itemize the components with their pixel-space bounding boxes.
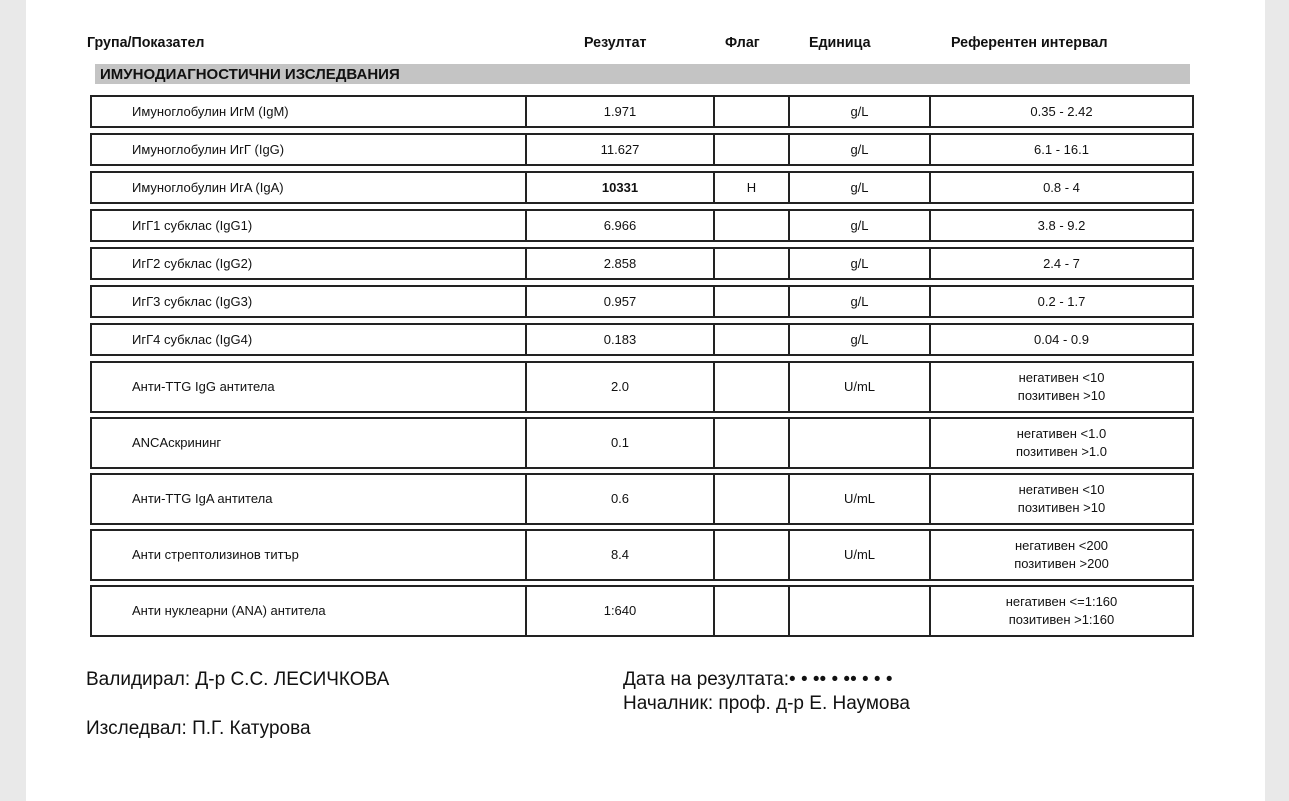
test-unit: U/mL xyxy=(788,531,929,579)
examined-by: Изследвал: П.Г. Катурова xyxy=(86,718,311,739)
test-name: ИгГ3 субклас (IgG3) xyxy=(132,293,253,309)
test-unit: g/L xyxy=(788,287,929,316)
reference-line: 0.2 - 1.7 xyxy=(1037,293,1086,309)
test-result: 8.4 xyxy=(525,531,713,579)
test-flag xyxy=(713,363,788,411)
test-name: ANCAскрининг xyxy=(132,435,222,450)
test-flag xyxy=(713,419,788,467)
test-name: Анти стрептолизинов титър xyxy=(132,547,299,562)
test-name: Имуноглобулин ИгГ (IgG) xyxy=(132,141,285,157)
test-name: Имуноглобулин ИгA (IgA) xyxy=(132,179,284,195)
test-unit: U/mL xyxy=(788,363,929,411)
reference-line: позитивен >1:160 xyxy=(1008,612,1115,627)
reference-interval xyxy=(929,287,1192,316)
reference-interval xyxy=(929,135,1192,164)
test-result: 10331 xyxy=(525,173,713,202)
test-result: 11.627 xyxy=(525,135,713,164)
table-row xyxy=(90,95,1194,128)
test-result: 0.1 xyxy=(525,419,713,467)
table-row xyxy=(90,323,1194,356)
reference-line: негативен <10 xyxy=(1018,370,1105,385)
test-unit: g/L xyxy=(788,249,929,278)
head-of-lab: Началник: проф. д-р Е. Наумова xyxy=(623,693,910,714)
reference-line: негативен <10 xyxy=(1018,482,1105,497)
test-unit xyxy=(788,587,929,635)
result-date: Дата на резултата:• • •• • •• • • • xyxy=(623,669,893,690)
table-row xyxy=(90,133,1194,166)
test-unit: g/L xyxy=(788,97,929,126)
section-title: ИМУНОДИАГНОСТИЧНИ ИЗСЛЕДВАНИЯ xyxy=(95,64,1190,84)
results-table xyxy=(90,95,1194,641)
test-unit: U/mL xyxy=(788,475,929,523)
test-result: 6.966 xyxy=(525,211,713,240)
test-unit: g/L xyxy=(788,211,929,240)
test-result: 0.6 xyxy=(525,475,713,523)
reference-line: негативен <=1:160 xyxy=(1005,594,1118,609)
table-row xyxy=(90,529,1194,581)
test-name: ИгГ4 субклас (IgG4) xyxy=(132,331,253,347)
header-unit: Единица xyxy=(809,34,871,51)
reference-line: 3.8 - 9.2 xyxy=(1037,217,1086,233)
reference-interval xyxy=(929,587,1192,635)
test-flag xyxy=(713,249,788,278)
table-row xyxy=(90,171,1194,204)
reference-interval xyxy=(929,475,1192,523)
table-row xyxy=(90,285,1194,318)
reference-line: 0.35 - 2.42 xyxy=(1030,103,1093,119)
test-name: Анти-TTG IgG антитела xyxy=(132,379,275,394)
reference-interval xyxy=(929,419,1192,467)
reference-line: негативен <1.0 xyxy=(1016,426,1107,441)
reference-interval xyxy=(929,97,1192,126)
reference-interval xyxy=(929,363,1192,411)
test-flag xyxy=(713,211,788,240)
test-unit: g/L xyxy=(788,135,929,164)
reference-line: позитивен >1.0 xyxy=(1015,444,1107,459)
test-name: ИгГ1 субклас (IgG1) xyxy=(132,217,253,233)
test-name: ИгГ2 субклас (IgG2) xyxy=(132,255,253,271)
reference-line: 0.04 - 0.9 xyxy=(1034,331,1089,347)
test-name: Анти-TTG IgA антитела xyxy=(132,491,273,506)
reference-line: позитивен >10 xyxy=(1017,500,1106,515)
test-unit xyxy=(788,419,929,467)
reference-line: позитивен >200 xyxy=(1014,556,1109,571)
test-flag xyxy=(713,531,788,579)
test-flag xyxy=(713,97,788,126)
test-flag xyxy=(713,587,788,635)
table-row xyxy=(90,585,1194,637)
test-result: 0.957 xyxy=(525,287,713,316)
header-group: Група/Показател xyxy=(87,34,205,51)
table-row xyxy=(90,247,1194,280)
reference-line: 2.4 - 7 xyxy=(1043,255,1080,271)
test-result: 0.183 xyxy=(525,325,713,354)
table-row xyxy=(90,209,1194,242)
reference-line: негативен <200 xyxy=(1014,538,1109,553)
reference-line: 6.1 - 16.1 xyxy=(1034,141,1089,157)
header-result: Резултат xyxy=(584,34,647,51)
test-result: 1:640 xyxy=(525,587,713,635)
table-row xyxy=(90,473,1194,525)
test-flag xyxy=(713,135,788,164)
header-flag: Флаг xyxy=(725,34,760,51)
reference-interval xyxy=(929,173,1192,202)
test-result: 2.0 xyxy=(525,363,713,411)
header-ref: Референтен интервал xyxy=(951,34,1108,51)
table-row xyxy=(90,361,1194,413)
test-name: Имуноглобулин ИгM (IgM) xyxy=(132,103,289,119)
validated-by: Валидирал: Д-р С.С. ЛЕСИЧКОВА xyxy=(86,669,390,690)
reference-interval xyxy=(929,531,1192,579)
test-flag xyxy=(713,287,788,316)
test-result: 1.971 xyxy=(525,97,713,126)
test-flag xyxy=(713,325,788,354)
test-name: Анти нуклеарни (ANA) антитела xyxy=(132,603,326,618)
test-unit: g/L xyxy=(788,173,929,202)
test-result: 2.858 xyxy=(525,249,713,278)
test-unit: g/L xyxy=(788,325,929,354)
reference-interval xyxy=(929,249,1192,278)
reference-interval xyxy=(929,325,1192,354)
reference-line: позитивен >10 xyxy=(1017,388,1106,403)
table-row xyxy=(90,417,1194,469)
test-flag: H xyxy=(713,173,788,202)
reference-line: 0.8 - 4 xyxy=(1043,179,1080,195)
reference-interval xyxy=(929,211,1192,240)
test-flag xyxy=(713,475,788,523)
